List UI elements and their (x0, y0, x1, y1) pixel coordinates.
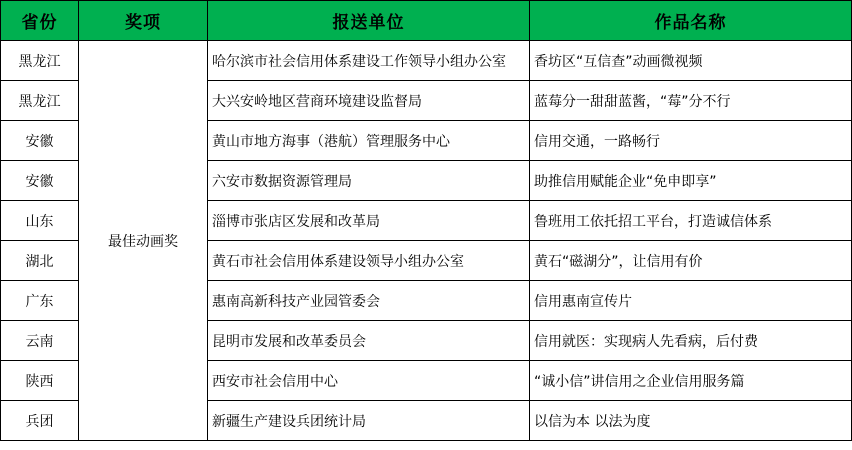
award-cell: 最佳动画奖 (79, 41, 208, 441)
work-cell: 信用惠南宣传片 (530, 281, 852, 321)
unit-cell: 惠南高新科技产业园管委会 (208, 281, 530, 321)
work-cell: 黄石“磁湖分”，让信用有价 (530, 241, 852, 281)
unit-cell: 淄博市张店区发展和改革局 (208, 201, 530, 241)
work-cell: 香坊区“互信查”动画微视频 (530, 41, 852, 81)
unit-cell: 大兴安岭地区营商环境建设监督局 (208, 81, 530, 121)
province-cell: 黑龙江 (1, 41, 79, 81)
unit-cell: 西安市社会信用中心 (208, 361, 530, 401)
unit-cell: 新疆生产建设兵团统计局 (208, 401, 530, 441)
unit-cell: 黄山市地方海事（港航）管理服务中心 (208, 121, 530, 161)
header-work: 作品名称 (530, 1, 852, 41)
header-award: 奖项 (79, 1, 208, 41)
province-cell: 云南 (1, 321, 79, 361)
unit-cell: 黄石市社会信用体系建设领导小组办公室 (208, 241, 530, 281)
unit-cell: 昆明市发展和改革委员会 (208, 321, 530, 361)
province-cell: 山东 (1, 201, 79, 241)
work-cell: 信用就医：实现病人先看病，后付费 (530, 321, 852, 361)
unit-cell: 六安市数据资源管理局 (208, 161, 530, 201)
unit-cell: 哈尔滨市社会信用体系建设工作领导小组办公室 (208, 41, 530, 81)
work-cell: 助推信用赋能企业“免申即享” (530, 161, 852, 201)
header-unit: 报送单位 (208, 1, 530, 41)
header-province: 省份 (1, 1, 79, 41)
table-header-row (1, 1, 852, 41)
province-cell: 兵团 (1, 401, 79, 441)
table-row (1, 41, 852, 81)
province-cell: 湖北 (1, 241, 79, 281)
province-cell: 安徽 (1, 121, 79, 161)
province-cell: 安徽 (1, 161, 79, 201)
work-cell: 蓝莓分一甜甜蓝酱，“莓”分不行 (530, 81, 852, 121)
province-cell: 陕西 (1, 361, 79, 401)
province-cell: 广东 (1, 281, 79, 321)
work-cell: “诚小信”讲信用之企业信用服务篇 (530, 361, 852, 401)
province-cell: 黑龙江 (1, 81, 79, 121)
work-cell: 鲁班用工依托招工平台，打造诚信体系 (530, 201, 852, 241)
work-cell: 信用交通，一路畅行 (530, 121, 852, 161)
work-cell: 以信为本 以法为度 (530, 401, 852, 441)
